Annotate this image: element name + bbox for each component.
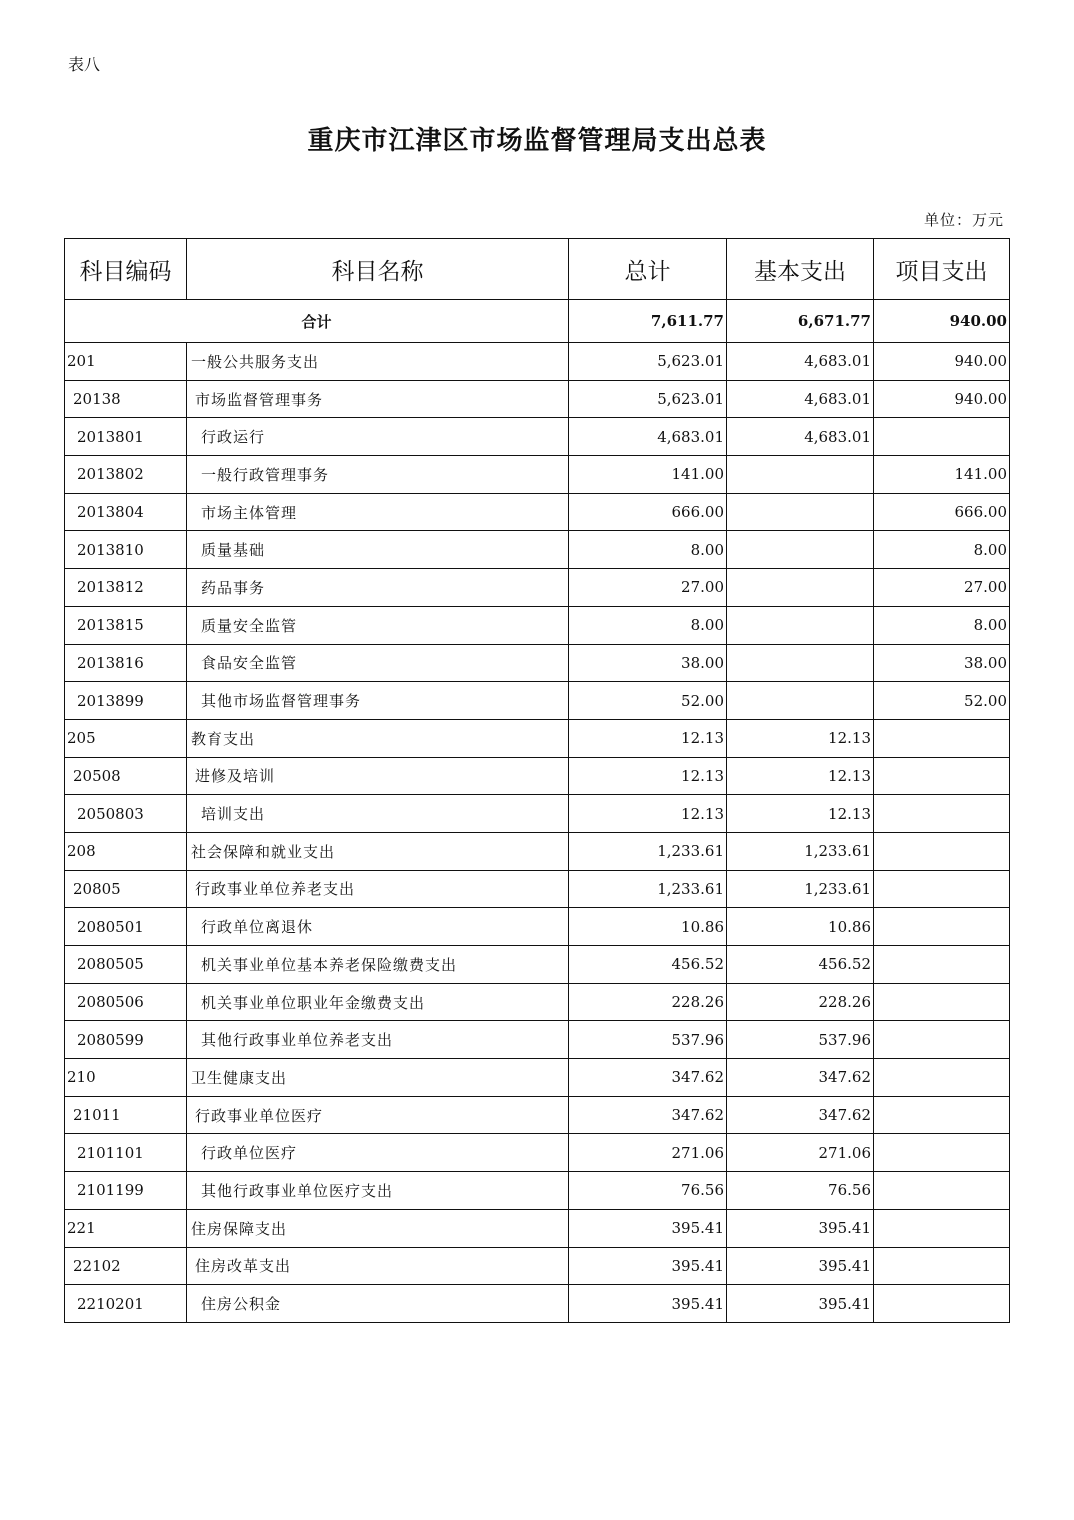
row-basic: 4,683.01 — [727, 418, 874, 456]
row-basic: 10.86 — [727, 908, 874, 946]
row-name: 机关事业单位基本养老保险缴费支出 — [187, 946, 569, 984]
row-code: 221 — [65, 1209, 187, 1247]
row-total: 12.13 — [569, 795, 727, 833]
table-row — [65, 983, 1010, 1021]
row-code: 2013812 — [65, 569, 187, 607]
row-basic: 1,233.61 — [727, 832, 874, 870]
header-basic: 基本支出 — [727, 239, 874, 300]
row-project — [874, 719, 1010, 757]
row-project — [874, 1209, 1010, 1247]
row-name: 住房保障支出 — [187, 1209, 569, 1247]
expenditure-table — [64, 238, 1010, 1323]
row-code: 210 — [65, 1059, 187, 1097]
table-row — [65, 1172, 1010, 1210]
row-basic — [727, 606, 874, 644]
table-row — [65, 870, 1010, 908]
row-total: 38.00 — [569, 644, 727, 682]
row-code: 2013816 — [65, 644, 187, 682]
row-code: 2080501 — [65, 908, 187, 946]
table-row — [65, 644, 1010, 682]
row-total: 141.00 — [569, 456, 727, 494]
row-code: 2013815 — [65, 606, 187, 644]
row-project: 8.00 — [874, 606, 1010, 644]
row-name: 行政事业单位医疗 — [187, 1096, 569, 1134]
header-name: 科目名称 — [187, 239, 569, 300]
row-code: 21011 — [65, 1096, 187, 1134]
row-code: 205 — [65, 719, 187, 757]
table-row — [65, 682, 1010, 720]
header-row — [65, 239, 1010, 300]
row-basic — [727, 456, 874, 494]
table-row — [65, 380, 1010, 418]
row-project — [874, 1059, 1010, 1097]
row-project — [874, 870, 1010, 908]
row-name: 教育支出 — [187, 719, 569, 757]
row-project — [874, 946, 1010, 984]
row-project: 141.00 — [874, 456, 1010, 494]
total-project: 940.00 — [874, 300, 1010, 343]
row-code: 2013802 — [65, 456, 187, 494]
row-basic — [727, 682, 874, 720]
row-name: 药品事务 — [187, 569, 569, 607]
row-name: 质量基础 — [187, 531, 569, 569]
row-name: 质量安全监管 — [187, 606, 569, 644]
row-total: 8.00 — [569, 531, 727, 569]
total-basic: 6,671.77 — [727, 300, 874, 343]
row-project — [874, 1096, 1010, 1134]
table-row — [65, 832, 1010, 870]
row-basic: 537.96 — [727, 1021, 874, 1059]
row-project — [874, 1285, 1010, 1323]
table-row — [65, 456, 1010, 494]
row-project: 940.00 — [874, 380, 1010, 418]
row-basic: 12.13 — [727, 719, 874, 757]
table-row — [65, 1285, 1010, 1323]
row-basic: 1,233.61 — [727, 870, 874, 908]
row-name: 其他市场监督管理事务 — [187, 682, 569, 720]
table-row — [65, 946, 1010, 984]
table-row — [65, 343, 1010, 381]
table-row — [65, 795, 1010, 833]
row-code: 2080505 — [65, 946, 187, 984]
row-code: 20805 — [65, 870, 187, 908]
page-title: 重庆市江津区市场监督管理局支出总表 — [307, 126, 767, 156]
row-total: 271.06 — [569, 1134, 727, 1172]
row-total: 395.41 — [569, 1209, 727, 1247]
row-project — [874, 908, 1010, 946]
row-project — [874, 832, 1010, 870]
row-name: 市场监督管理事务 — [187, 380, 569, 418]
header-code: 科目编码 — [65, 239, 187, 300]
table-row — [65, 493, 1010, 531]
row-project: 27.00 — [874, 569, 1010, 607]
row-total: 5,623.01 — [569, 380, 727, 418]
table-number: 表八 — [68, 55, 101, 74]
row-name: 行政单位离退休 — [187, 908, 569, 946]
row-basic — [727, 493, 874, 531]
row-name: 进修及培训 — [187, 757, 569, 795]
row-basic: 228.26 — [727, 983, 874, 1021]
row-total: 52.00 — [569, 682, 727, 720]
header-total: 总计 — [569, 239, 727, 300]
table-row — [65, 1021, 1010, 1059]
row-project: 940.00 — [874, 343, 1010, 381]
table-row — [65, 1059, 1010, 1097]
row-basic: 395.41 — [727, 1247, 874, 1285]
row-name: 住房改革支出 — [187, 1247, 569, 1285]
row-project — [874, 795, 1010, 833]
row-name: 行政运行 — [187, 418, 569, 456]
row-total: 27.00 — [569, 569, 727, 607]
row-code: 2080599 — [65, 1021, 187, 1059]
row-total: 456.52 — [569, 946, 727, 984]
row-project: 52.00 — [874, 682, 1010, 720]
table-row — [65, 1134, 1010, 1172]
row-code: 2013801 — [65, 418, 187, 456]
row-project — [874, 418, 1010, 456]
row-basic: 4,683.01 — [727, 380, 874, 418]
row-total: 347.62 — [569, 1059, 727, 1097]
row-name: 机关事业单位职业年金缴费支出 — [187, 983, 569, 1021]
unit-label: 单位：万元 — [923, 211, 1004, 229]
row-project — [874, 983, 1010, 1021]
row-total: 395.41 — [569, 1285, 727, 1323]
row-name: 住房公积金 — [187, 1285, 569, 1323]
row-code: 201 — [65, 343, 187, 381]
row-name: 社会保障和就业支出 — [187, 832, 569, 870]
row-name: 其他行政事业单位养老支出 — [187, 1021, 569, 1059]
row-code: 2013899 — [65, 682, 187, 720]
row-total: 12.13 — [569, 719, 727, 757]
table-row — [65, 719, 1010, 757]
row-project: 8.00 — [874, 531, 1010, 569]
row-total: 8.00 — [569, 606, 727, 644]
row-project — [874, 1134, 1010, 1172]
row-basic: 395.41 — [727, 1209, 874, 1247]
row-total: 4,683.01 — [569, 418, 727, 456]
row-name: 食品安全监管 — [187, 644, 569, 682]
table-row — [65, 531, 1010, 569]
row-name: 卫生健康支出 — [187, 1059, 569, 1097]
table-row — [65, 1096, 1010, 1134]
row-total: 395.41 — [569, 1247, 727, 1285]
row-basic: 76.56 — [727, 1172, 874, 1210]
header-project: 项目支出 — [874, 239, 1010, 300]
row-total: 537.96 — [569, 1021, 727, 1059]
row-name: 培训支出 — [187, 795, 569, 833]
row-total: 76.56 — [569, 1172, 727, 1210]
row-total: 5,623.01 — [569, 343, 727, 381]
row-total: 666.00 — [569, 493, 727, 531]
row-name: 市场主体管理 — [187, 493, 569, 531]
row-basic: 12.13 — [727, 795, 874, 833]
row-basic: 456.52 — [727, 946, 874, 984]
row-name: 其他行政事业单位医疗支出 — [187, 1172, 569, 1210]
row-total: 1,233.61 — [569, 870, 727, 908]
row-name: 一般行政管理事务 — [187, 456, 569, 494]
row-project — [874, 757, 1010, 795]
row-total: 12.13 — [569, 757, 727, 795]
row-code: 2210201 — [65, 1285, 187, 1323]
row-total: 347.62 — [569, 1096, 727, 1134]
row-total: 10.86 — [569, 908, 727, 946]
row-project — [874, 1172, 1010, 1210]
total-label: 合计 — [65, 300, 569, 343]
row-name: 一般公共服务支出 — [187, 343, 569, 381]
row-name: 行政单位医疗 — [187, 1134, 569, 1172]
table-row — [65, 908, 1010, 946]
row-code: 2050803 — [65, 795, 187, 833]
table-row — [65, 1247, 1010, 1285]
row-project — [874, 1247, 1010, 1285]
row-code: 2101199 — [65, 1172, 187, 1210]
row-code: 20508 — [65, 757, 187, 795]
row-code: 2013804 — [65, 493, 187, 531]
row-basic: 347.62 — [727, 1096, 874, 1134]
row-total: 1,233.61 — [569, 832, 727, 870]
table-row — [65, 1209, 1010, 1247]
row-code: 20138 — [65, 380, 187, 418]
row-project: 666.00 — [874, 493, 1010, 531]
row-basic — [727, 531, 874, 569]
row-project: 38.00 — [874, 644, 1010, 682]
row-code: 2101101 — [65, 1134, 187, 1172]
row-code: 22102 — [65, 1247, 187, 1285]
row-basic: 12.13 — [727, 757, 874, 795]
row-basic: 271.06 — [727, 1134, 874, 1172]
row-code: 208 — [65, 832, 187, 870]
row-name: 行政事业单位养老支出 — [187, 870, 569, 908]
row-code: 2013810 — [65, 531, 187, 569]
table-row — [65, 569, 1010, 607]
table-row — [65, 757, 1010, 795]
row-basic: 347.62 — [727, 1059, 874, 1097]
row-basic — [727, 644, 874, 682]
row-code: 2080506 — [65, 983, 187, 1021]
row-project — [874, 1021, 1010, 1059]
total-row — [65, 300, 1010, 343]
row-basic — [727, 569, 874, 607]
total-sum: 7,611.77 — [569, 300, 727, 343]
table-row — [65, 606, 1010, 644]
row-basic: 395.41 — [727, 1285, 874, 1323]
row-total: 228.26 — [569, 983, 727, 1021]
table-row — [65, 418, 1010, 456]
row-basic: 4,683.01 — [727, 343, 874, 381]
